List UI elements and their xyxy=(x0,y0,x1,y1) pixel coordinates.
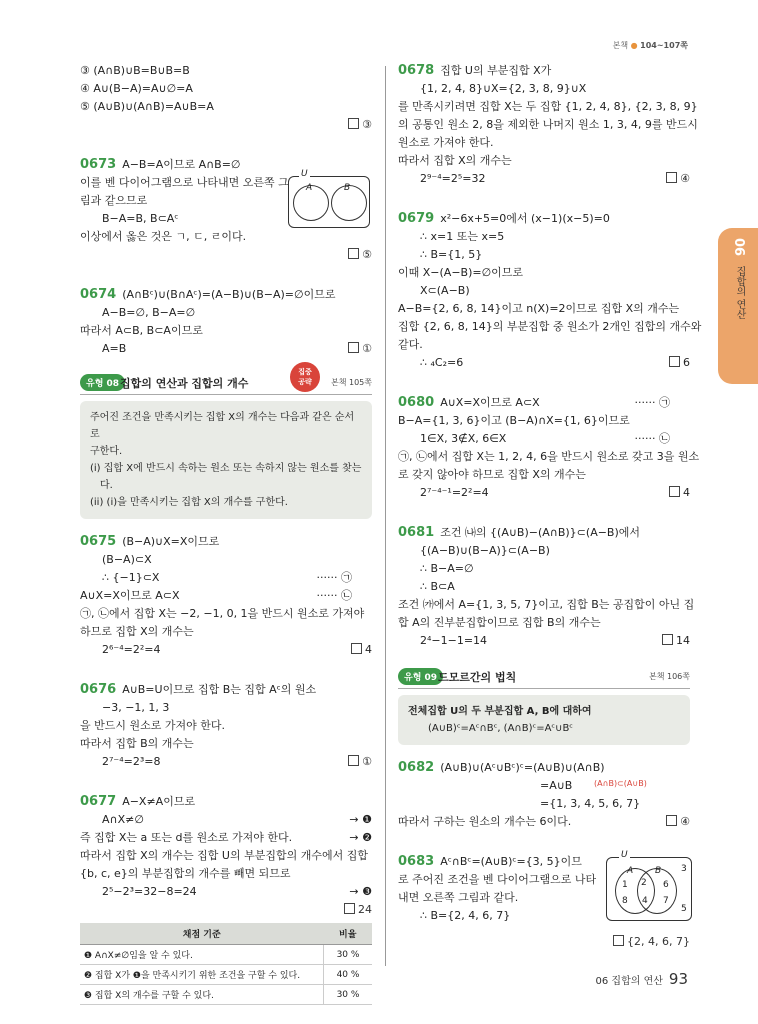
text-line: ③ (A∩B)∪B=B∪B=B xyxy=(80,64,190,77)
problem-0674: 0674 (A∩Bᶜ)∪(B∩Aᶜ)=(A−B)∪(B−A)=∅이므로 A−B=∅, B−A=∅ 따라서 A⊂B, B⊂A이므로 A=B ① xyxy=(80,287,372,355)
problem-0680: 0680 A∪X=X이므로 A⊂X ······ ㉠ B−A={1, 3, 6}이고 (B−A)∩X={1, 6}이므로 1∈X, 3∉X, 6∈X ······ ㉡ ㉠, ㉡에서 집합 X는 1, 2, 4, 6을 반드시 원소로 갖고 3을 원소 로 갖지 않아야 하므로 집합 X의 개수는 2⁷⁻⁴⁻¹=2²=4 4 xyxy=(398,395,700,499)
type-08-summary-box: 주어진 조건을 만족시키는 집합 X의 개수는 다음과 같은 순서로 구한다. (i) 집합 X에 반드시 속하는 원소 또는 속하지 않는 원소를 찾는 다. (ii) (i)을 만족시키는 집합 X의 개수를 구한다. xyxy=(80,401,372,519)
type-09-summary-box: 전체집합 U의 두 부분집합 A, B에 대하여 (A∪B)ᶜ=Aᶜ∩Bᶜ, (A∩B)ᶜ=Aᶜ∪Bᶜ xyxy=(398,695,690,745)
chapter-side-tab: 06 집합의 연산 xyxy=(718,228,758,384)
problem-0681: 0681 조건 ㈏의 {(A∪B)−(A∩B)}⊂(A−B)에서 {(A−B)∪(B−A)}⊂(A−B) ∴ B−A=∅ ∴ B⊂A 조건 ㈎에서 A={1, 3, 5, 7}이고, 집합 B는 공집합이 아닌 집 합 A의 진부분집합이므로 집합 B의 개수는 2⁴−1−1=14 14 xyxy=(398,525,695,647)
table-row: ❸ 집합 X의 개수를 구할 수 있다. 30 % xyxy=(80,985,372,1005)
answer: ③ xyxy=(80,116,372,134)
problem-0683: 0683 Aᶜ∩Bᶜ=(A∪B)ᶜ={3, 5}이므 로 주어진 조건을 벤 다이어그램으로 나타 내면 오른쪽 그림과 같다. ∴ B={2, 4, 6, 7} U A B 1 2 6 8 4 7 3 5 {2, 4, 6, 7} xyxy=(398,850,690,948)
venn-diagram: U A B xyxy=(288,176,370,228)
problem-0679: 0679 x²−6x+5=0에서 (x−1)(x−5)=0 ∴ x=1 또는 x=5 ∴ B={1, 5} 이때 X−(A−B)=∅이므로 X⊂(A−B) A−B={2, 6, 8, 14}이고 n(X)=2이므로 집합 X의 개수는 집합 {2, 6, 8, 14}의 부분집합 중 원소가 2개인 집합의 개수와 같다. ∴ ₄C₂=6 6 xyxy=(398,211,702,369)
problem-0675: 0675 (B−A)∪X=X이므로 (B−A)⊂X ∴ {−1}⊂X ······ ㉠ A∪X=X이므로 A⊂X ······ ㉡ ㉠, ㉡에서 집합 X는 −2, −1, 0, 1을 반드시 원소로 가져야 하므로 집합 X의 개수는 2⁶⁻⁴=2²=4 4 xyxy=(80,534,372,656)
venn-diagram: U A B 1 2 6 8 4 7 3 5 xyxy=(606,857,692,921)
problem-0676: 0676 A∪B=U이므로 집합 B는 집합 Aᶜ의 원소 −3, −1, 1, 3 을 반드시 원소로 가져야 한다. 따라서 집합 B의 개수는 2⁷⁻⁴=2³=8 ① xyxy=(80,682,372,768)
problem-0673: 0673 A−B=A이므로 A∩B=∅ 이를 벤 다이어그램으로 나타내면 오른쪽 그 림과 같으므로 B−A=B, B⊂Aᶜ 이상에서 옳은 것은 ㄱ, ㄷ, ㄹ이다. U A B ⑤ xyxy=(80,157,372,261)
problem-0682: 0682 (A∪B)∪(Aᶜ∪Bᶜ)ᶜ=(A∪B)∪(A∩B) =A∪B (A∩B)⊂(A∪B) ={1, 3, 4, 5, 6, 7} 따라서 구하는 원소의 개수는 6이다. ④ xyxy=(398,760,690,828)
text-line: ⑤ (A∪B)∪(A∩B)=A∪B=A xyxy=(80,100,214,113)
problem-0677: 0677 A−X≠A이므로 A∩X≠∅ → ❶ 즉 집합 X는 a 또는 d를 원소로 가져야 한다. → ❷ 따라서 집합 X의 개수는 집합 U의 부분집합의 개수에서 집합 {b, c, e}의 부분집합의 개수를 빼면 되므로 2⁵−2³=32−8=24 → ❸ 24 채점 기준 비율 ❶ A∩X≠∅임을 알 수 있다. 30 % ❷ 집합 X가 ❶을 만족시키기 위한 조건을 구할 수 있다. 40 % ❸ 집합 X의 개수를 구할 수 있다. 30 % xyxy=(80,793,372,1005)
table-row: ❶ A∩X≠∅임을 알 수 있다. 30 % xyxy=(80,945,372,965)
page-header: 본책 ● 104~107쪽 xyxy=(612,41,688,50)
type-09-header: 유형 09 드모르간의 법칙 본책 106쪽 xyxy=(398,666,690,689)
focus-badge: 집중 공략 xyxy=(290,362,320,392)
page-footer: 06 집합의 연산 93 xyxy=(595,970,688,988)
right-column xyxy=(398,62,702,951)
problem-0678: 0678 집합 U의 부분집합 X가 {1, 2, 4, 8}∪X={2, 3, 8, 9}∪X 를 만족시키려면 집합 X는 두 집합 {1, 2, 4, 8}, {2, 3, 8, 9} 의 공통인 원소 2, 8을 제외한 나머지 원소 1, 3, 4, 9를 반드시 원소로 가져야 한다. 따라서 집합 X의 개수는 2⁹⁻⁴=2⁵=32 ④ xyxy=(398,63,698,185)
left-column xyxy=(80,62,372,1005)
type-08-header: 유형 08 집합의 연산과 집합의 개수 집중 공략 본책 105쪽 xyxy=(80,372,372,395)
text-line: ④ A∪(B−A)=A∪∅=A xyxy=(80,82,193,95)
grading-table: 채점 기준 비율 ❶ A∩X≠∅임을 알 수 있다. 30 % ❷ 집합 X가 ❶을 만족시키기 위한 조건을 구할 수 있다. 40 % ❸ 집합 X의 개수를 구할 수 있다. 30 % xyxy=(80,923,372,1005)
column-divider xyxy=(385,66,386,966)
table-row: ❷ 집합 X가 ❶을 만족시키기 위한 조건을 구할 수 있다. 40 % xyxy=(80,965,372,985)
